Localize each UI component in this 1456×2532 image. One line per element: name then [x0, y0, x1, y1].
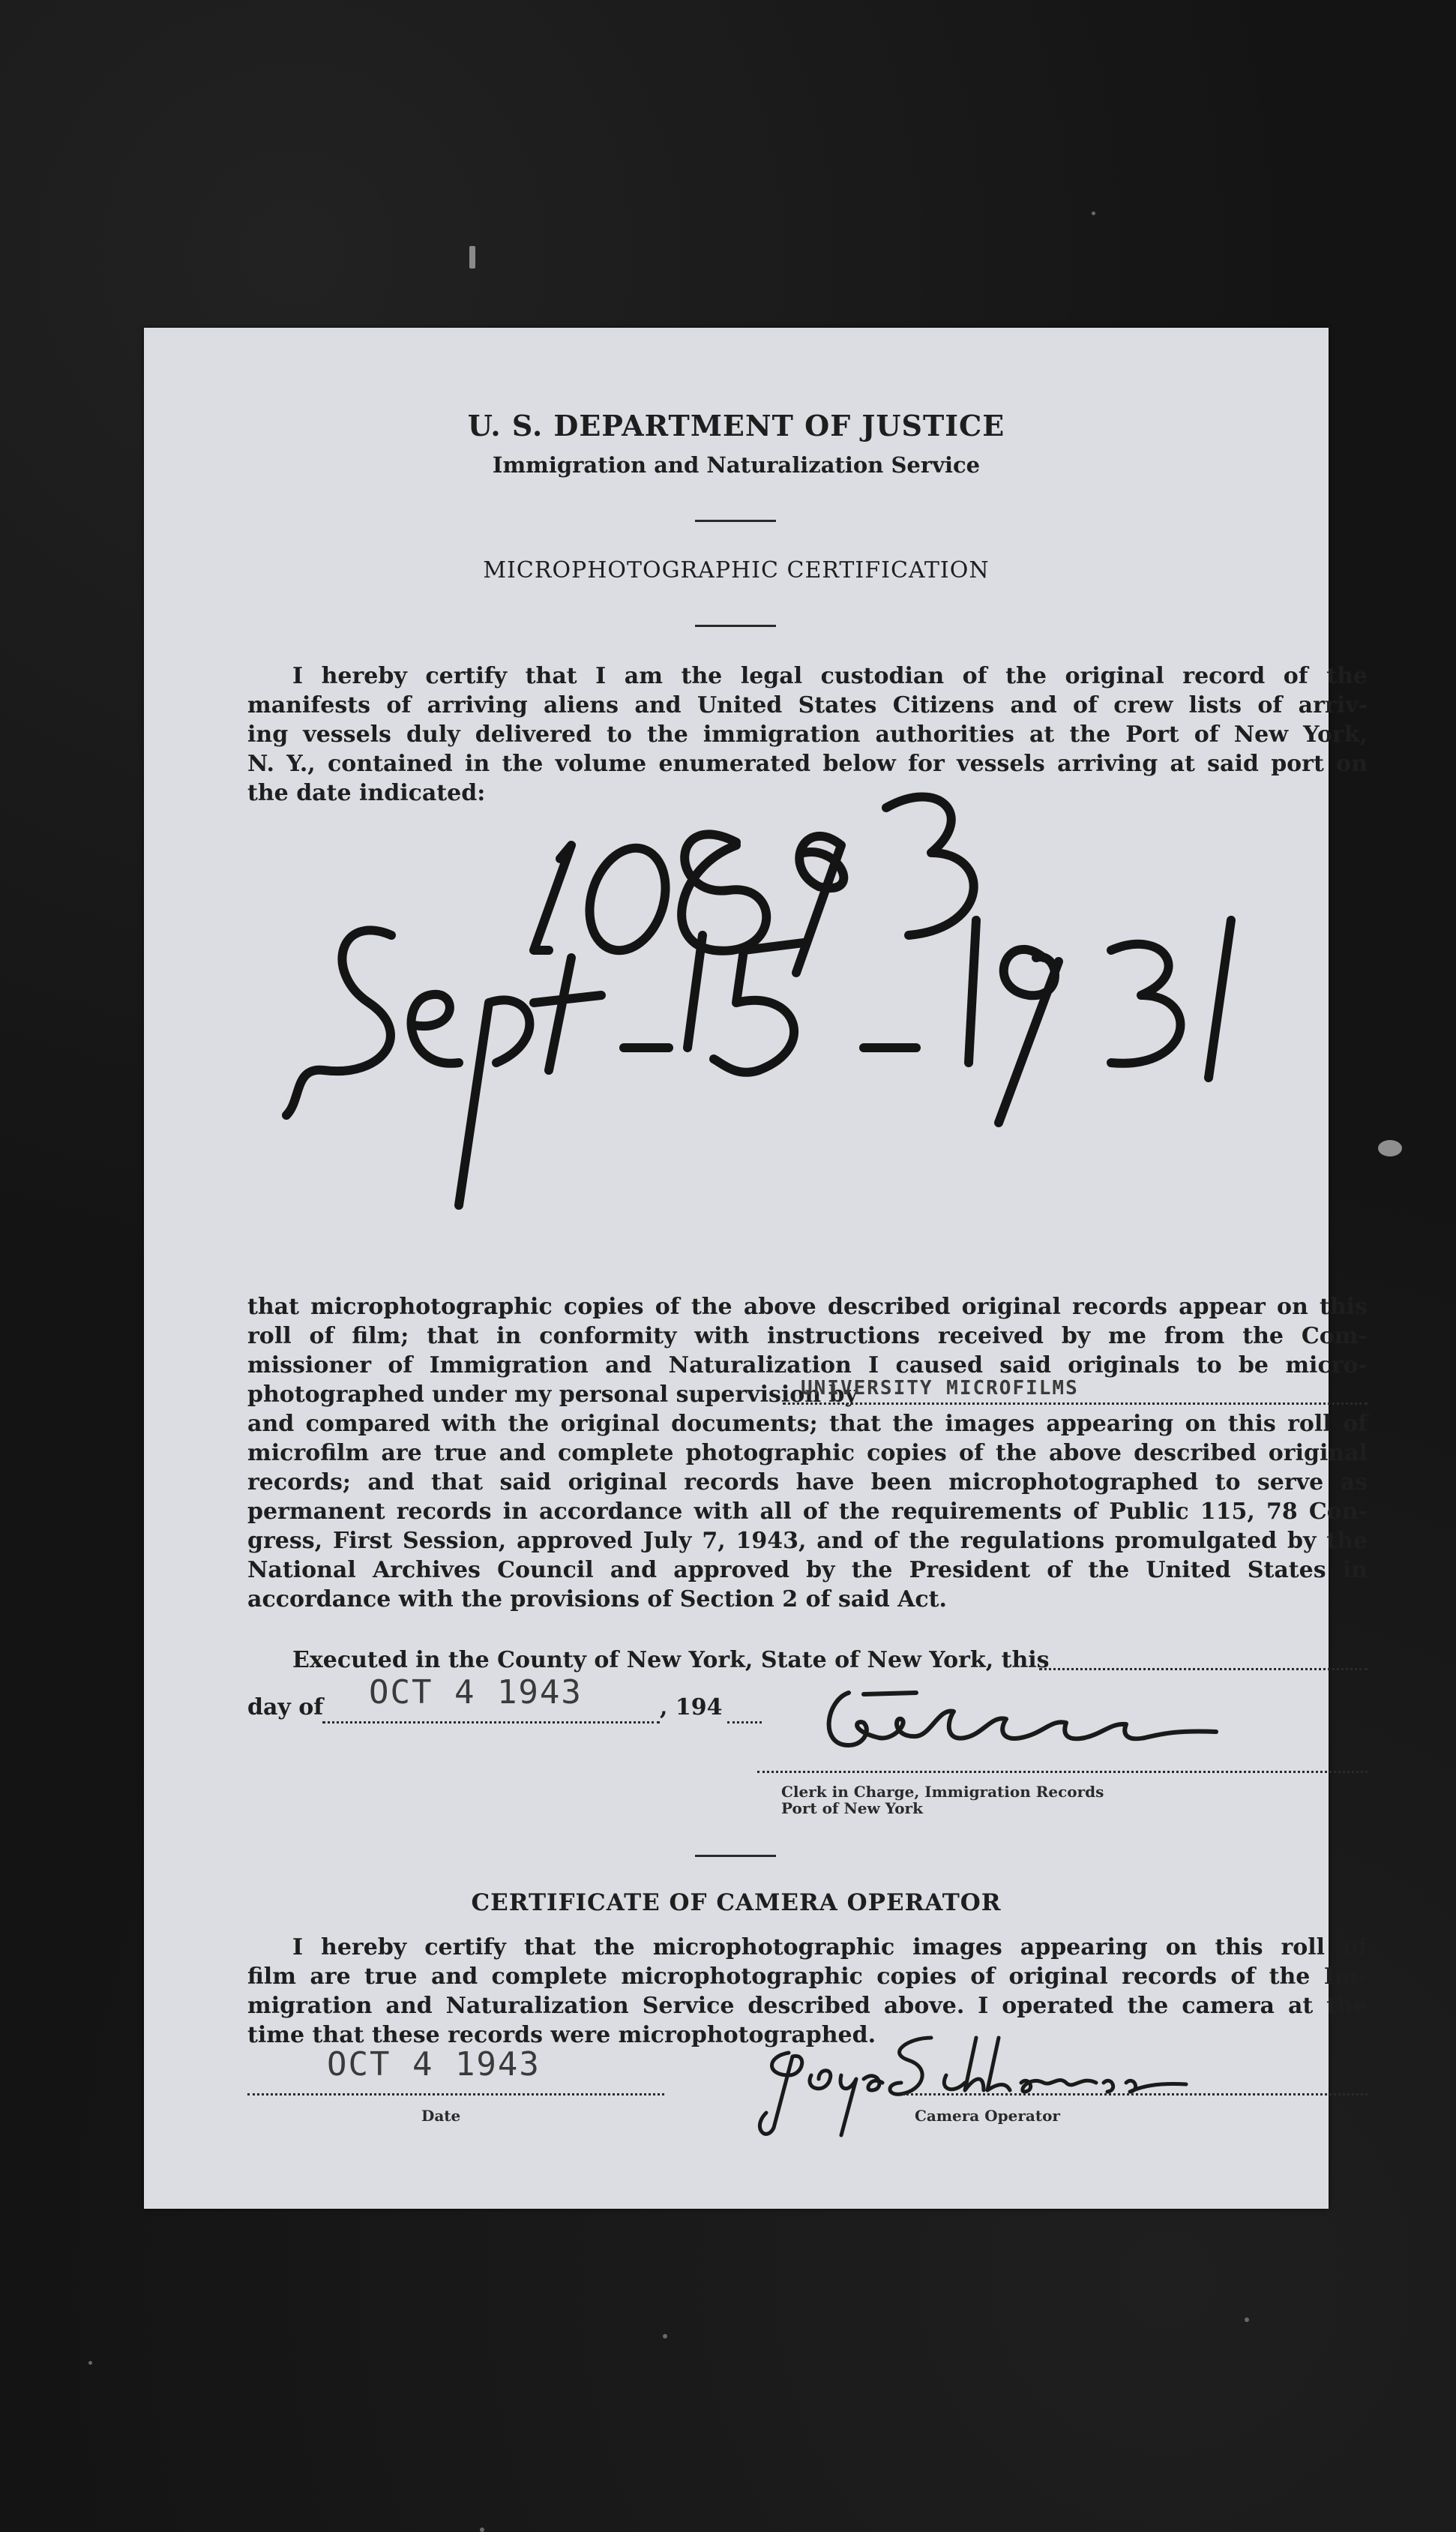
clerk-title: Clerk in Charge, Immigration Records [781, 1783, 1104, 1801]
intro-line: N. Y., contained in the volume enumerated below for vessels arriving at said port on [247, 751, 1368, 777]
year-line [660, 1693, 765, 1722]
executed-text: Executed in the County of New York, State of New York, this [292, 1647, 1050, 1673]
camera-line: film are true and complete microphotographic copies of original records of the Im- [247, 1964, 1368, 1990]
camera-line: time that these records were microphotographed. [247, 2022, 876, 2048]
body-line: records; and that said original records have been microphotographed to serve as [247, 1469, 1368, 1496]
body-line: gress, First Session, approved July 7, 1943, and of the regulations promulgated by the [247, 1528, 1368, 1554]
certificate-page [144, 328, 1368, 2209]
service-subheading: Immigration and Naturalization Service [492, 452, 981, 478]
day-of-label: day of [247, 1694, 324, 1720]
date-label: Date [421, 2107, 461, 2125]
supervision-line [247, 1377, 1368, 1409]
year-fill-line [727, 1721, 762, 1724]
camera-operator-line [903, 2093, 1368, 2096]
body-line: roll of film; that in conformity with instructions received by me from the Com- [247, 1323, 1368, 1349]
handwritten-date [286, 920, 1231, 1205]
handwritten-entry [144, 328, 1329, 2209]
film-speck [88, 2361, 92, 2365]
film-speck [1245, 2318, 1249, 2322]
executed-date-stamp: OCT 4 1943 [369, 1673, 583, 1712]
film-speck [663, 2334, 667, 2338]
executed-fill-line [1039, 1668, 1368, 1670]
executed-line [247, 1646, 1368, 1675]
certification-title: MICROPHOTOGRAPHIC CERTIFICATION [483, 557, 990, 584]
body-line: and compared with the original documents; that the images appearing on this roll of [247, 1411, 1368, 1437]
divider [695, 520, 776, 522]
clerk-signature [804, 1678, 1224, 1760]
divider [695, 1855, 776, 1857]
year-prefix: , 194 [660, 1694, 723, 1720]
intro-line: I hereby certify that I am the legal custodian of the original record of the [292, 663, 1368, 689]
executed-text-line [247, 1646, 1368, 1675]
intro-line: manifests of arriving aliens and United States Citizens and of crew lists of arriv- [247, 692, 1368, 718]
body-line: permanent records in accordance with all of the requirements of Public 115, 78 Con- [247, 1498, 1368, 1525]
supervision-prefix: photographed under my personal supervision by [247, 1382, 858, 1408]
intro-line: the date indicated: [247, 780, 486, 806]
film-speck [1092, 212, 1095, 215]
date-line [247, 2093, 664, 2096]
handwritten-volume-number [534, 796, 974, 973]
body-line: accordance with the provisions of Section 2 of said Act. [247, 1586, 947, 1612]
body-line: missioner of Immigration and Naturalization I caused said originals to be micro- [247, 1352, 1368, 1378]
camera-line: I hereby certify that the microphotographic images appearing on this roll of [292, 1934, 1368, 1960]
body-line: National Archives Council and approved by the President of the United States in [247, 1557, 1368, 1583]
intro-paragraph [247, 662, 1368, 808]
certification-paragraph [247, 1292, 1368, 1614]
department-heading: U. S. DEPARTMENT OF JUSTICE [467, 409, 1005, 442]
clerk-signature-line [757, 1771, 1368, 1773]
intro-line: ing vessels duly delivered to the immigration authorities at the Port of New York, [247, 722, 1368, 748]
day-fill-line [322, 1721, 660, 1724]
camera-operator-signature [736, 2023, 1381, 2143]
camera-certificate-heading: CERTIFICATE OF CAMERA OPERATOR [471, 1889, 1002, 1916]
body-line: microfilm are true and complete photographic copies of the above described original [247, 1440, 1368, 1466]
film-speck [469, 246, 475, 268]
body-line: that microphotographic copies of the above described original records appear on this [247, 1294, 1368, 1320]
camera-line: migration and Naturalization Service described above. I operated the camera at the [247, 1993, 1368, 2019]
microfilm-company-stamp: UNIVERSITY MICROFILMS [801, 1377, 1079, 1400]
film-speck [480, 2528, 484, 2532]
film-speck [1378, 1140, 1402, 1156]
clerk-location: Port of New York [781, 1799, 923, 1817]
divider [695, 625, 776, 627]
camera-date-stamp: OCT 4 1943 [327, 2045, 541, 2084]
camera-operator-label: Camera Operator [915, 2107, 1060, 2125]
